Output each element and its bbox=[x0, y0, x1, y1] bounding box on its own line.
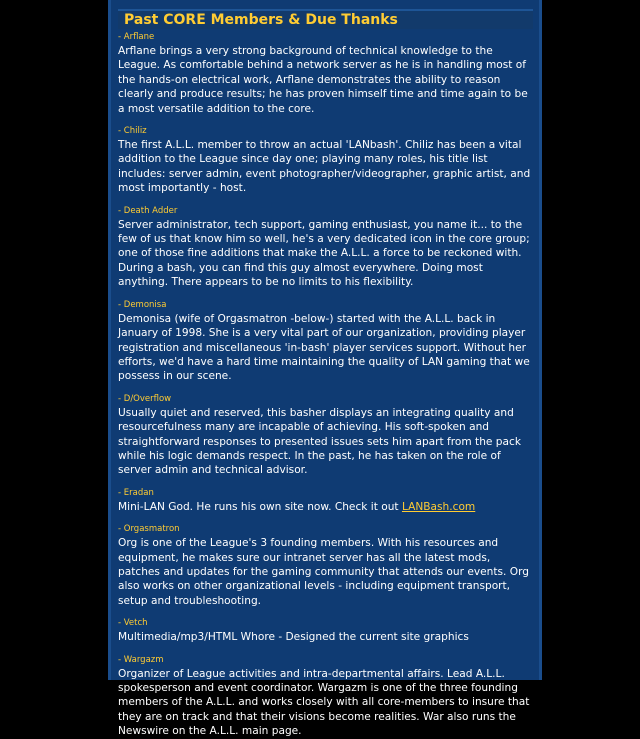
member-name: - Eradan bbox=[118, 487, 154, 498]
member-description-text: Mini-LAN God. He runs his own site now. Check it out bbox=[118, 500, 402, 513]
member-name: - Orgasmatron bbox=[118, 524, 180, 535]
lanbash-link[interactable]: LANBash.com bbox=[401, 500, 476, 513]
content-panel bbox=[108, 0, 542, 738]
member-entry-vetch bbox=[118, 618, 539, 644]
member-name: - Chiliz bbox=[118, 126, 147, 137]
member-name: - D/Overflow bbox=[118, 393, 172, 404]
member-name: - Vetch bbox=[118, 618, 148, 629]
member-description: Arflane brings a very strong background of technical knowledge to the League. As comfortable behind a network server as he is in handling most of the hands-on electrical work, Arflane demonstrates the ability to reason clearly and produce results; he has proven himself time and time again to be a most versatile addition to the core. bbox=[118, 45, 528, 115]
member-entry-demonisa bbox=[118, 300, 539, 384]
member-description: Usually quiet and reserved, this basher displays an integrating quality and resourcefulness many are incapable of achieving. His soft-spoken and straightforward responses to presented issues sets him apart from the pack while his logic demands respect. In the past, he has taken on the role of server admin and technical advisor. bbox=[118, 406, 521, 477]
member-entry-d-overflow bbox=[118, 394, 539, 478]
member-name: - Demonisa bbox=[118, 299, 167, 310]
member-entry-arflane bbox=[118, 32, 539, 116]
member-description: Server administrator, tech support, gaming enthusiast, you name it... to the few of us that know him so well, he's a very dedicated icon in the core group; one of those fine additions that make the A.L.L. a force to be reckoned with. During a bash, you can find this guy almost everywhere. Doing most anything. There appears to be no limits to his flexibility. bbox=[118, 218, 530, 289]
member-entry-wargazm bbox=[118, 655, 539, 739]
member-description bbox=[118, 500, 531, 514]
member-description: The first A.L.L. member to throw an actual 'LANbash'. Chiliz has been a vital addition to the League since day one; playing many roles, his title list includes: server admin, event photographer/videographer, graphic artist, and most importantly - host. bbox=[118, 139, 531, 195]
member-description: Multimedia/mp3/HTML Whore - Designed the current site graphics bbox=[118, 631, 469, 644]
member-name: - Death Adder bbox=[118, 205, 178, 216]
member-entry-orgasmatron bbox=[118, 524, 539, 608]
member-entry-chiliz bbox=[118, 126, 539, 196]
member-description: Org is one of the League's 3 founding members. With his resources and equipment, he makes sure our intranet server has all the latest mods, patches and updates for the gaming community that attends our events. Org also works on other organizational levels - including equipment transport, setup and troubleshooting. bbox=[118, 537, 530, 607]
member-entry-eradan bbox=[118, 488, 539, 514]
member-entry-death-adder bbox=[118, 206, 539, 290]
member-name: - Wargazm bbox=[118, 654, 164, 665]
member-description: Demonisa (wife of Orgasmatron -below-) started with the A.L.L. back in January of 1998. She is a very vital part of our organization, providing player registration and miscellaneous 'in-bash' player services support. Without her efforts, we'd have a hard time maintaining the quality of LAN gaming that we possess in our scene. bbox=[118, 312, 530, 383]
member-description: Organizer of League activities and intra-departmental affairs. Lead A.L.L. spokesperson and event coordinator. Wargazm is one of the three founding members of the A.L.L. and works closely with all core-members to insure that they are on track and that their visions become realities. War also runs the Newswire on the A.L.L. main page. bbox=[118, 667, 530, 738]
page-title: Past CORE Members & Due Thanks bbox=[118, 9, 533, 29]
member-name: - Arflane bbox=[118, 32, 155, 42]
